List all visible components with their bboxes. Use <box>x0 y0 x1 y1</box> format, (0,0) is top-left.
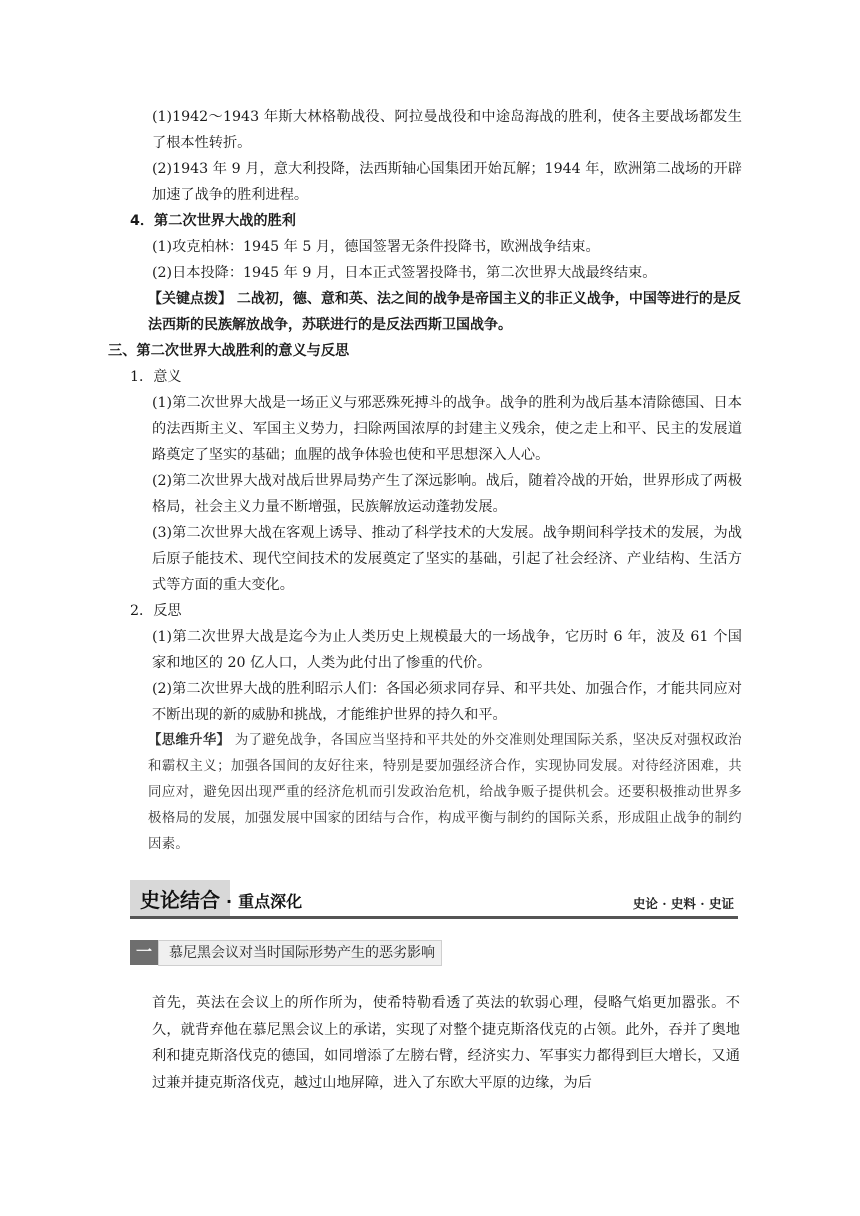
analysis-text <box>152 990 740 1096</box>
subsection-title: 慕尼黑会议对当时国际形势产生的恶劣影响 <box>158 940 442 966</box>
banner-right-caption: 史论 · 史料 · 史证 <box>632 896 734 911</box>
heading-meaning: 1．意义 <box>130 369 182 385</box>
banner-title <box>140 884 302 913</box>
key-point-note <box>130 286 742 338</box>
thinking-note <box>130 728 742 858</box>
banner-dot: · <box>226 892 233 911</box>
paragraph-munich-effect: 首先，英法在会议上的所作所为，使希特勒看透了英法的软弱心理，侵略气焰更加嚣张。不久，就背弃他在慕尼黑会议上的承诺，实现了对整个捷克斯洛伐克的占领。此外，吞并了奥地利和捷克斯洛伐克的德国，如同增添了左膀右臂，经济实力、军事实力都得到巨大增长，又通过兼并捷克斯洛伐克，越过山地屏障，进入了东欧大平原的边缘，为后 <box>152 995 740 1091</box>
heading-reflection: 2．反思 <box>130 603 182 619</box>
key-point-tag: 【关键点拨】 <box>148 291 232 307</box>
paragraph-reflection-2: (2)第二次世界大战的胜利昭示人们：各国必须求同存异、和平共处、加强合作，才能共同应对不断出现的新的威胁和挑战，才能维护世界的持久和平。 <box>152 681 742 723</box>
main-content <box>108 104 742 858</box>
paragraph-italy-surrender: (2)1943 年 9 月，意大利投降，法西斯轴心国集团开始瓦解；1944 年，欧洲第二战场的开辟加速了战争的胜利进程。 <box>152 161 742 203</box>
paragraph-turning-point: (1)1942～1943 年斯大林格勒战役、阿拉曼战役和中途岛海战的胜利，使各主要战场都发生了根本性转折。 <box>152 109 742 151</box>
thinking-tag: 【思维升华】 <box>148 733 231 748</box>
key-point-text: 二战初，德、意和英、法之间的战争是帝国主义的非正义战争，中国等进行的是反法西斯的民族解放战争，苏联进行的是反法西斯卫国战争。 <box>148 291 741 333</box>
heading-victory: 4．第二次世界大战的胜利 <box>130 213 296 229</box>
paragraph-reflection-1: (1)第二次世界大战是迄今为止人类历史上规模最大的一场战争，它历时 6 年，波及 61 个国家和地区的 20 亿人口，人类为此付出了惨重的代价。 <box>152 629 742 671</box>
subsection-number: 一 <box>130 940 158 965</box>
banner-title-main: 史论结合 <box>140 888 220 912</box>
paragraph-berlin: (1)攻克柏林：1945 年 5 月，德国签署无条件投降书，欧洲战争结束。 <box>152 239 600 255</box>
section-banner <box>130 880 738 920</box>
paragraph-meaning-2: (2)第二次世界大战对战后世界局势产生了深远影响。战后，随着冷战的开始，世界形成了两极格局，社会主义力量不断增强，民族解放运动蓬勃发展。 <box>152 473 742 515</box>
banner-subtitle: 重点深化 <box>238 892 303 911</box>
heading-section-three: 三、第二次世界大战胜利的意义与反思 <box>108 343 350 359</box>
paragraph-meaning-1: (1)第二次世界大战是一场正义与邪恶殊死搏斗的战争。战争的胜利为战后基本清除德国、日本的法西斯主义、军国主义势力，扫除两国浓厚的封建主义残余，使之走上和平、民主的发展道路奠定了坚实的基础；血腥的战争体验也使和平思想深入人心。 <box>152 395 742 463</box>
paragraph-meaning-3: (3)第二次世界大战在客观上诱导、推动了科学技术的大发展。战争期间科学技术的发展，为战后原子能技术、现代空间技术的发展奠定了坚实的基础，引起了社会经济、产业结构、生活方式等方面的重大变化。 <box>152 525 742 593</box>
paragraph-japan-surrender: (2)日本投降：1945 年 9 月，日本正式签署投降书，第二次世界大战最终结束。 <box>152 265 657 281</box>
banner-underline <box>130 916 738 919</box>
thinking-text: 为了避免战争，各国应当坚持和平共处的外交准则处理国际关系，坚决反对强权政治和霸权主义；加强各国间的友好往来，特别是要加强经济合作，实现协同发展。对待经济困难，共同应对，避免因出现严重的经济危机而引发政治危机，给战争贩子提供机会。还要积极推动世界多极格局的发展，加强发展中国家的团结与合作，构成平衡与制约的国际关系，形成阻止战争的制约因素。 <box>148 733 742 852</box>
